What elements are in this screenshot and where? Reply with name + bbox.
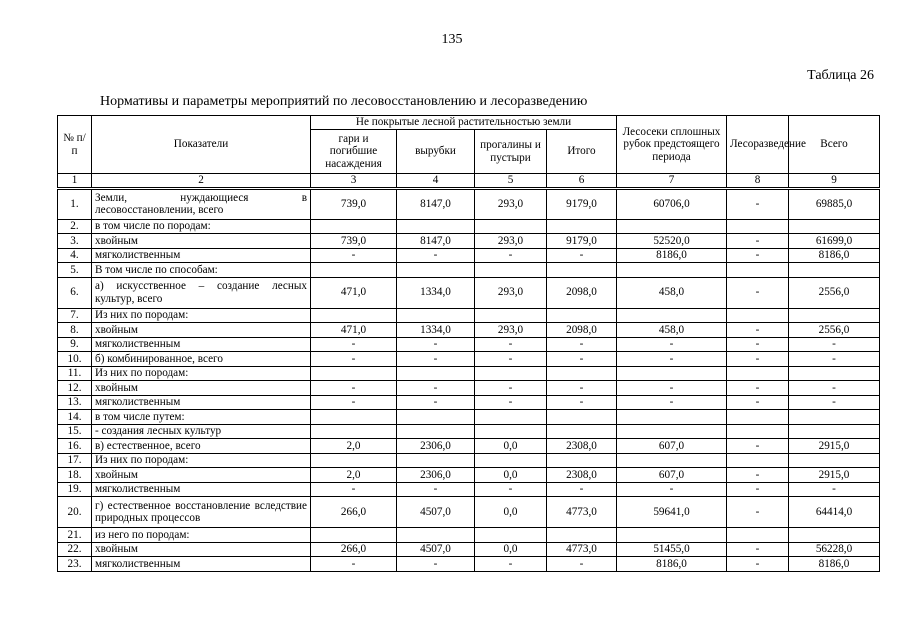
value-cell <box>475 308 547 323</box>
value-cell <box>311 308 397 323</box>
value-cell <box>475 528 547 543</box>
value-cell: 2915,0 <box>789 439 880 454</box>
value-cell <box>789 308 880 323</box>
value-cell <box>727 528 789 543</box>
value-cell: 0,0 <box>475 439 547 454</box>
value-cell: - <box>475 395 547 410</box>
row-label-cell: в том числе путем: <box>92 410 311 425</box>
header-col-number: 7 <box>617 174 727 189</box>
table-row <box>58 439 880 454</box>
value-cell <box>727 219 789 234</box>
value-cell: 2556,0 <box>789 323 880 338</box>
table-label: Таблица 26 <box>807 68 874 83</box>
row-number-cell: 18. <box>58 468 92 483</box>
value-cell <box>547 453 617 468</box>
value-cell: - <box>397 352 475 367</box>
value-cell <box>311 424 397 439</box>
row-number-cell: 4. <box>58 248 92 263</box>
value-cell: - <box>311 395 397 410</box>
value-cell: 1334,0 <box>397 323 475 338</box>
header-col-total: Итого <box>547 130 617 174</box>
value-cell: 4507,0 <box>397 542 475 557</box>
value-cell: - <box>397 248 475 263</box>
value-cell: 1334,0 <box>397 277 475 308</box>
value-cell: - <box>727 482 789 497</box>
value-cell <box>617 219 727 234</box>
header-col-indicator: Показатели <box>92 116 311 174</box>
table-row <box>58 337 880 352</box>
value-cell <box>789 528 880 543</box>
value-cell: 293,0 <box>475 234 547 249</box>
table-row <box>58 410 880 425</box>
value-cell: - <box>397 395 475 410</box>
value-cell: 458,0 <box>617 323 727 338</box>
value-cell: 61699,0 <box>789 234 880 249</box>
value-cell: - <box>475 557 547 572</box>
header-col-burnt: гари и погибшие насаждения <box>311 130 397 174</box>
row-number-cell: 21. <box>58 528 92 543</box>
table-row <box>58 528 880 543</box>
value-cell <box>397 528 475 543</box>
value-cell: - <box>311 337 397 352</box>
value-cell <box>547 410 617 425</box>
value-cell: - <box>397 381 475 396</box>
value-cell: - <box>547 337 617 352</box>
value-cell <box>617 263 727 278</box>
table-row <box>58 381 880 396</box>
value-cell: - <box>727 497 789 528</box>
header-col-logging: Лесосеки сплошных рубок предстоящего периода <box>617 116 727 174</box>
value-cell: 471,0 <box>311 323 397 338</box>
value-cell: 56228,0 <box>789 542 880 557</box>
value-cell <box>547 366 617 381</box>
row-number-cell: 3. <box>58 234 92 249</box>
row-label-cell: В том числе по способам: <box>92 263 311 278</box>
header-group-not-covered: Не покрытые лесной растительностью земли <box>311 116 617 130</box>
value-cell: - <box>617 395 727 410</box>
value-cell <box>397 263 475 278</box>
row-label-cell: хвойным <box>92 323 311 338</box>
value-cell <box>397 424 475 439</box>
value-cell: 2,0 <box>311 439 397 454</box>
value-cell <box>727 424 789 439</box>
value-cell <box>547 528 617 543</box>
value-cell <box>789 219 880 234</box>
row-label-cell: хвойным <box>92 468 311 483</box>
header-col-glades: прогалины и пустыри <box>475 130 547 174</box>
table-row <box>58 323 880 338</box>
value-cell: - <box>727 468 789 483</box>
header-col-number: 2 <box>92 174 311 189</box>
value-cell: - <box>475 352 547 367</box>
value-cell: - <box>727 395 789 410</box>
value-cell: 0,0 <box>475 468 547 483</box>
row-label-cell: Из них по породам: <box>92 453 311 468</box>
value-cell: - <box>727 234 789 249</box>
header-col-number: 5 <box>475 174 547 189</box>
value-cell: 607,0 <box>617 468 727 483</box>
value-cell: - <box>547 482 617 497</box>
value-cell: 60706,0 <box>617 188 727 219</box>
row-number-cell: 6. <box>58 277 92 308</box>
header-col-no: № п/п <box>58 116 92 174</box>
value-cell <box>617 410 727 425</box>
table-row <box>58 482 880 497</box>
value-cell: - <box>727 248 789 263</box>
value-cell: 2306,0 <box>397 468 475 483</box>
value-cell <box>617 424 727 439</box>
value-cell <box>475 263 547 278</box>
header-col-afforestation: Лесоразведение <box>727 116 789 174</box>
row-number-cell: 1. <box>58 188 92 219</box>
value-cell: - <box>547 248 617 263</box>
value-cell: 8186,0 <box>789 248 880 263</box>
row-number-cell: 10. <box>58 352 92 367</box>
value-cell: 8186,0 <box>617 557 727 572</box>
value-cell: 51455,0 <box>617 542 727 557</box>
row-number-cell: 8. <box>58 323 92 338</box>
value-cell <box>547 219 617 234</box>
value-cell <box>397 366 475 381</box>
value-cell: - <box>789 381 880 396</box>
value-cell <box>475 219 547 234</box>
header-col-number: 4 <box>397 174 475 189</box>
value-cell: 2,0 <box>311 468 397 483</box>
value-cell: - <box>547 381 617 396</box>
value-cell <box>547 308 617 323</box>
value-cell <box>311 366 397 381</box>
value-cell: - <box>617 352 727 367</box>
row-number-cell: 15. <box>58 424 92 439</box>
table-row <box>58 468 880 483</box>
row-label-cell: хвойным <box>92 542 311 557</box>
value-cell: 2306,0 <box>397 439 475 454</box>
value-cell: 69885,0 <box>789 188 880 219</box>
value-cell <box>547 424 617 439</box>
row-label-cell: мягколиственным <box>92 482 311 497</box>
row-label-cell: мягколиственным <box>92 337 311 352</box>
value-cell: 2556,0 <box>789 277 880 308</box>
value-cell <box>475 453 547 468</box>
value-cell: - <box>547 352 617 367</box>
table-row <box>58 248 880 263</box>
value-cell <box>311 453 397 468</box>
table-row <box>58 263 880 278</box>
value-cell: - <box>311 381 397 396</box>
value-cell: 266,0 <box>311 542 397 557</box>
value-cell <box>727 366 789 381</box>
value-cell <box>789 453 880 468</box>
row-label-cell: хвойным <box>92 234 311 249</box>
value-cell: 607,0 <box>617 439 727 454</box>
value-cell <box>311 528 397 543</box>
row-label-cell: в) естественное, всего <box>92 439 311 454</box>
row-label-cell: хвойным <box>92 381 311 396</box>
value-cell: - <box>617 337 727 352</box>
value-cell: - <box>475 381 547 396</box>
row-label-cell: Земли, нуждающиеся в лесовосстановлении, всего <box>92 188 311 219</box>
value-cell: 9179,0 <box>547 188 617 219</box>
value-cell: 52520,0 <box>617 234 727 249</box>
row-label-cell: б) комбинированное, всего <box>92 352 311 367</box>
value-cell: 4773,0 <box>547 542 617 557</box>
value-cell: 2098,0 <box>547 277 617 308</box>
value-cell <box>727 263 789 278</box>
value-cell: - <box>397 337 475 352</box>
value-cell: - <box>547 557 617 572</box>
value-cell: - <box>397 482 475 497</box>
value-cell: 4773,0 <box>547 497 617 528</box>
value-cell <box>789 410 880 425</box>
value-cell: - <box>617 482 727 497</box>
table-row <box>58 188 880 219</box>
value-cell <box>397 453 475 468</box>
value-cell: - <box>311 352 397 367</box>
value-cell: 266,0 <box>311 497 397 528</box>
header-col-number: 1 <box>58 174 92 189</box>
value-cell: 2308,0 <box>547 439 617 454</box>
row-number-cell: 13. <box>58 395 92 410</box>
table-row <box>58 557 880 572</box>
value-cell: - <box>789 337 880 352</box>
value-cell: 8147,0 <box>397 234 475 249</box>
value-cell: - <box>311 557 397 572</box>
row-label-cell: Из них по породам: <box>92 308 311 323</box>
row-number-cell: 16. <box>58 439 92 454</box>
row-number-cell: 2. <box>58 219 92 234</box>
value-cell <box>617 453 727 468</box>
value-cell: 739,0 <box>311 188 397 219</box>
value-cell <box>311 263 397 278</box>
value-cell: - <box>727 337 789 352</box>
value-cell: 2098,0 <box>547 323 617 338</box>
value-cell: 9179,0 <box>547 234 617 249</box>
value-cell <box>311 219 397 234</box>
value-cell <box>475 424 547 439</box>
table-row <box>58 395 880 410</box>
value-cell <box>617 528 727 543</box>
value-cell: 59641,0 <box>617 497 727 528</box>
value-cell <box>617 308 727 323</box>
table-row <box>58 352 880 367</box>
row-number-cell: 14. <box>58 410 92 425</box>
header-col-number: 9 <box>789 174 880 189</box>
value-cell: - <box>789 395 880 410</box>
value-cell: - <box>311 482 397 497</box>
table-row <box>58 308 880 323</box>
row-number-cell: 9. <box>58 337 92 352</box>
value-cell: - <box>727 352 789 367</box>
table-row <box>58 497 880 528</box>
value-cell: - <box>475 482 547 497</box>
value-cell: - <box>789 352 880 367</box>
row-number-cell: 19. <box>58 482 92 497</box>
row-number-cell: 22. <box>58 542 92 557</box>
header-col-number: 3 <box>311 174 397 189</box>
value-cell: - <box>475 337 547 352</box>
header-col-number: 6 <box>547 174 617 189</box>
value-cell: 4507,0 <box>397 497 475 528</box>
value-cell <box>727 308 789 323</box>
value-cell: 458,0 <box>617 277 727 308</box>
value-cell <box>789 263 880 278</box>
value-cell <box>475 410 547 425</box>
page-number: 135 <box>441 32 463 47</box>
value-cell: 2915,0 <box>789 468 880 483</box>
table-row <box>58 424 880 439</box>
row-label-cell: мягколиственным <box>92 395 311 410</box>
value-cell <box>547 263 617 278</box>
value-cell <box>397 410 475 425</box>
row-label-cell: Из них по породам: <box>92 366 311 381</box>
value-cell: - <box>789 482 880 497</box>
row-number-cell: 23. <box>58 557 92 572</box>
row-number-cell: 20. <box>58 497 92 528</box>
value-cell <box>475 366 547 381</box>
value-cell: - <box>727 277 789 308</box>
row-label-cell: из него по породам: <box>92 528 311 543</box>
data-table <box>57 115 880 572</box>
value-cell: 8186,0 <box>617 248 727 263</box>
value-cell: 0,0 <box>475 497 547 528</box>
value-cell: 293,0 <box>475 277 547 308</box>
value-cell: 293,0 <box>475 323 547 338</box>
value-cell: - <box>547 395 617 410</box>
row-number-cell: 12. <box>58 381 92 396</box>
value-cell: 8186,0 <box>789 557 880 572</box>
row-label-cell: мягколиственным <box>92 248 311 263</box>
value-cell: 8147,0 <box>397 188 475 219</box>
value-cell: 0,0 <box>475 542 547 557</box>
value-cell: 739,0 <box>311 234 397 249</box>
value-cell: - <box>617 381 727 396</box>
row-number-cell: 17. <box>58 453 92 468</box>
value-cell: - <box>727 542 789 557</box>
value-cell <box>311 410 397 425</box>
row-label-cell: мягколиственным <box>92 557 311 572</box>
value-cell: - <box>727 381 789 396</box>
row-number-cell: 5. <box>58 263 92 278</box>
value-cell: 2308,0 <box>547 468 617 483</box>
value-cell: 64414,0 <box>789 497 880 528</box>
value-cell <box>789 366 880 381</box>
table-row <box>58 366 880 381</box>
header-col-number: 8 <box>727 174 789 189</box>
value-cell: - <box>727 323 789 338</box>
document-title: Нормативы и параметры мероприятий по лесовосстановлению и лесоразведению <box>100 94 588 109</box>
header-col-cuttings: вырубки <box>397 130 475 174</box>
row-label-cell: г) естественное восстановление вследствие природных процессов <box>92 497 311 528</box>
row-number-cell: 11. <box>58 366 92 381</box>
row-label-cell: в том числе по породам: <box>92 219 311 234</box>
value-cell <box>617 366 727 381</box>
value-cell: - <box>397 557 475 572</box>
row-label-cell: - создания лесных культур <box>92 424 311 439</box>
table-row <box>58 453 880 468</box>
value-cell <box>397 219 475 234</box>
value-cell <box>789 424 880 439</box>
value-cell <box>727 410 789 425</box>
value-cell: - <box>475 248 547 263</box>
value-cell: - <box>311 248 397 263</box>
value-cell: 293,0 <box>475 188 547 219</box>
row-label-cell: а) искусственное – создание лесных культур, всего <box>92 277 311 308</box>
value-cell: - <box>727 188 789 219</box>
value-cell: - <box>727 557 789 572</box>
table-row <box>58 277 880 308</box>
header-col-all: Всего <box>789 116 880 174</box>
value-cell <box>397 308 475 323</box>
value-cell: 471,0 <box>311 277 397 308</box>
table-row <box>58 219 880 234</box>
table-row <box>58 234 880 249</box>
table-row <box>58 542 880 557</box>
row-number-cell: 7. <box>58 308 92 323</box>
value-cell: - <box>727 439 789 454</box>
value-cell <box>727 453 789 468</box>
